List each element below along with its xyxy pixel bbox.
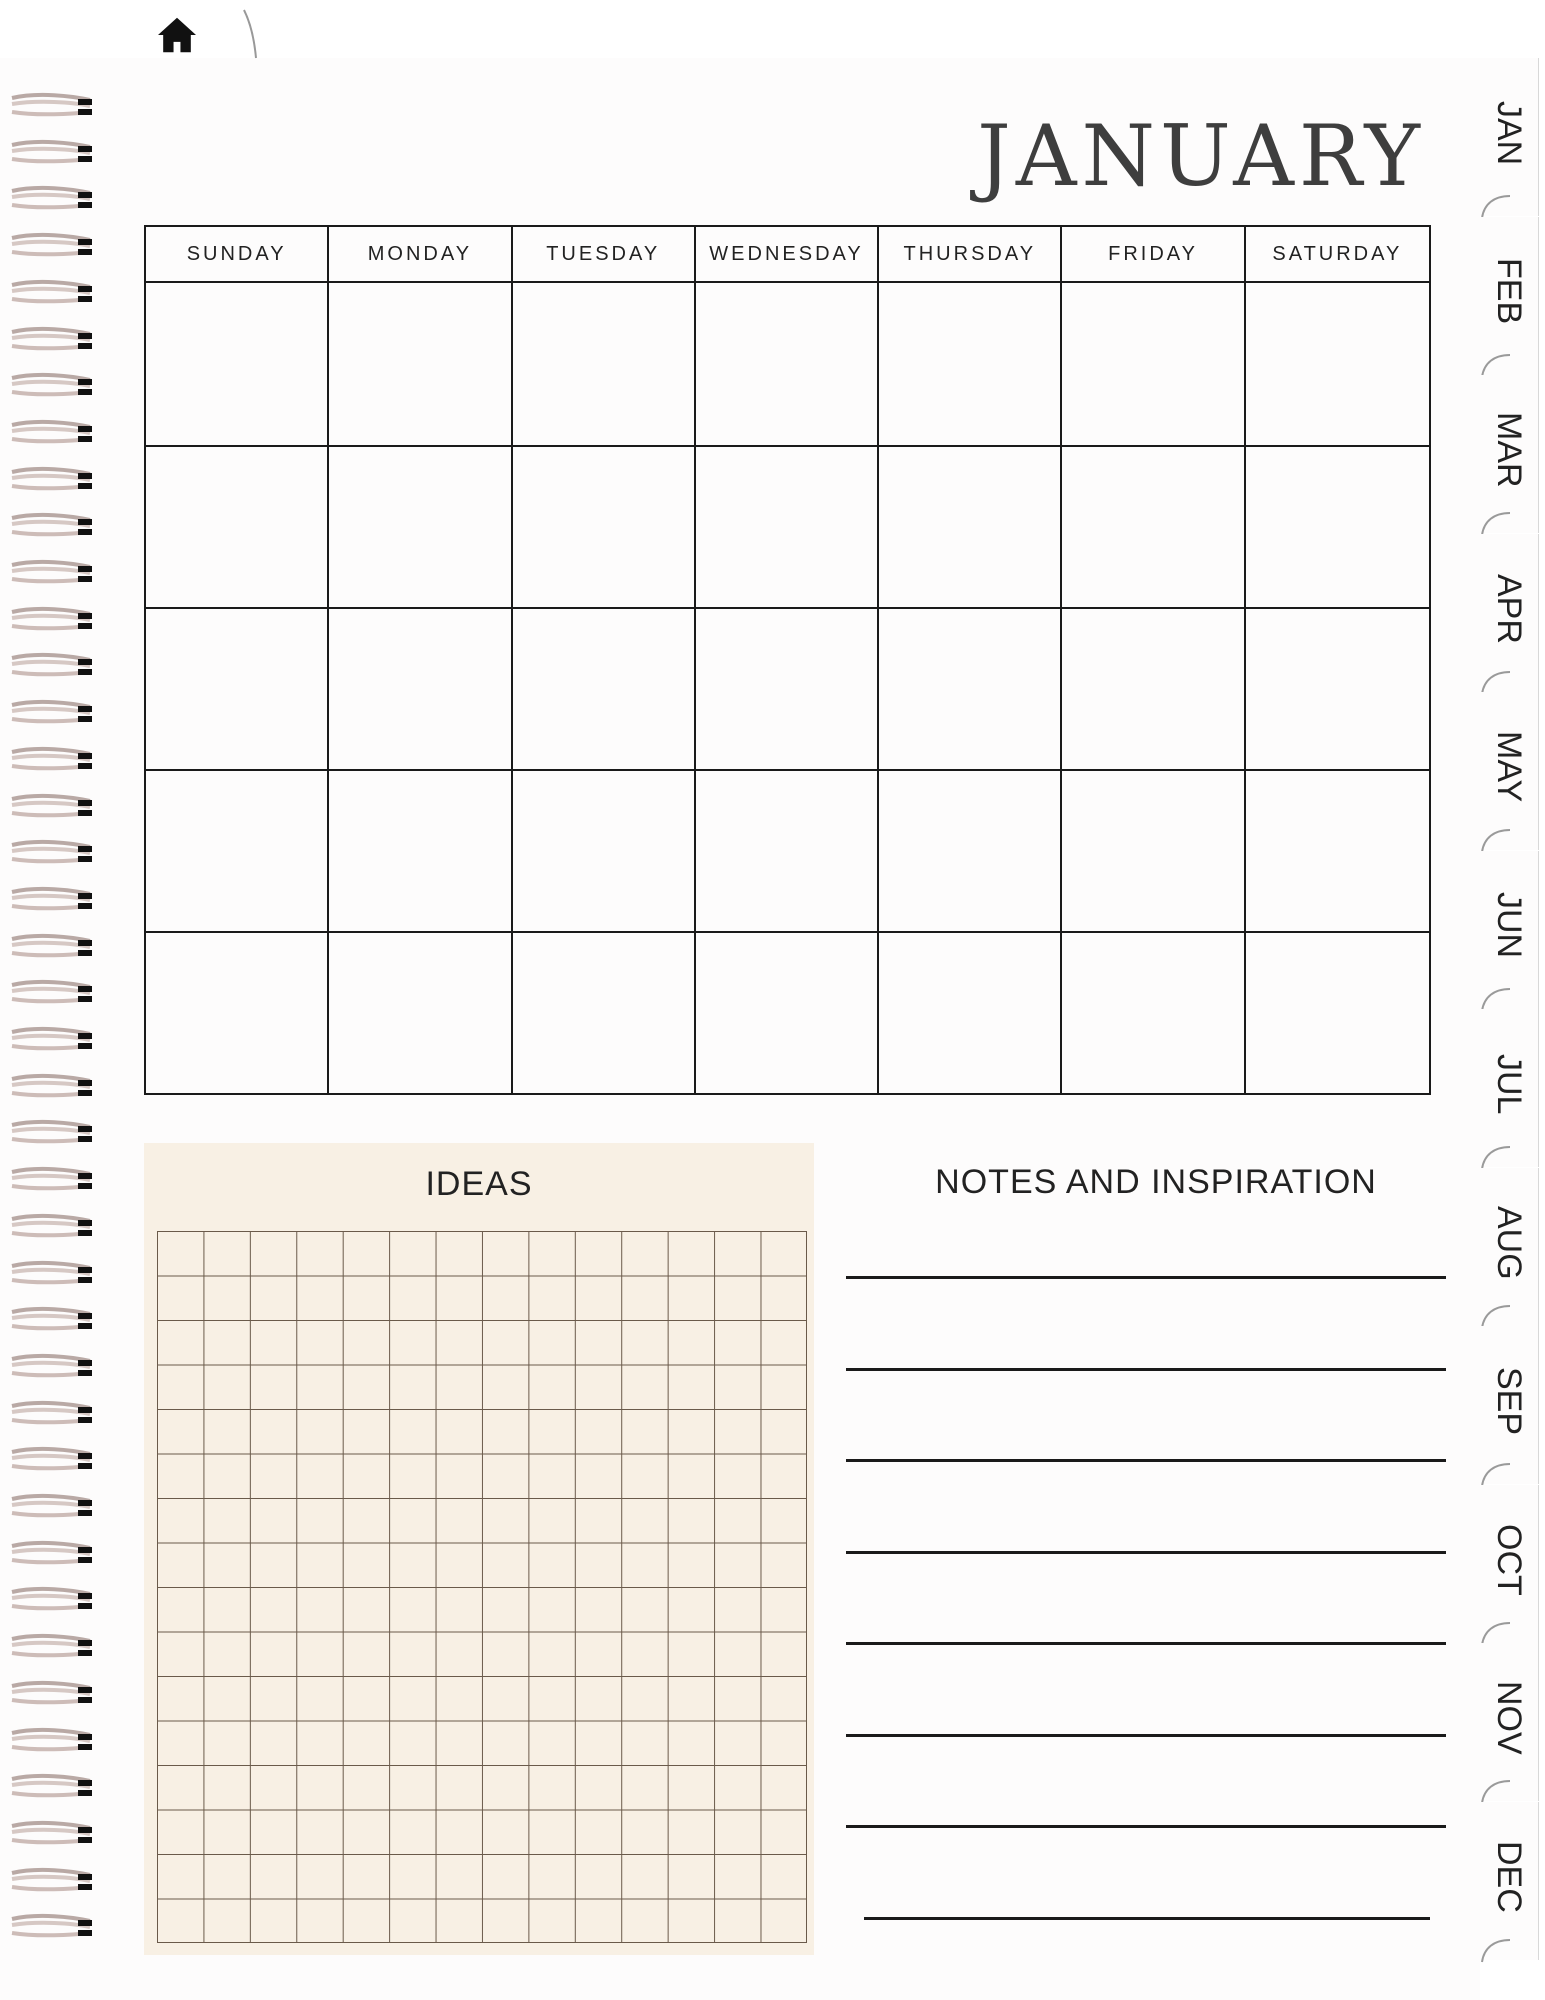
calendar-day-cell[interactable]	[1062, 607, 1245, 769]
weekday-monday: MONDAY	[329, 227, 512, 281]
calendar-day-cell[interactable]	[329, 607, 512, 769]
calendar-day-cell[interactable]	[1246, 769, 1429, 931]
tab-divider	[1480, 1617, 1538, 1647]
tab-label: DEC	[1490, 1840, 1528, 1913]
calendar-day-cell[interactable]	[1246, 931, 1429, 1093]
tab-jan[interactable]	[1480, 58, 1539, 216]
spiral-ring	[8, 979, 100, 1011]
calendar-grid	[144, 281, 1431, 1095]
home-icon[interactable]	[156, 16, 198, 54]
spiral-ring	[8, 1493, 100, 1525]
calendar-day-cell[interactable]	[1246, 607, 1429, 769]
calendar-day-cell[interactable]	[1062, 283, 1245, 445]
notes-title: NOTES AND INSPIRATION	[935, 1163, 1377, 1201]
spiral-ring	[8, 1633, 100, 1665]
spiral-ring	[8, 1400, 100, 1432]
calendar-day-cell[interactable]	[329, 769, 512, 931]
tab-jul[interactable]	[1480, 1009, 1539, 1167]
tab-divider	[1480, 824, 1538, 854]
calendar-day-cell[interactable]	[1062, 931, 1245, 1093]
spiral-ring	[8, 1166, 100, 1198]
spiral-ring	[8, 1727, 100, 1759]
spiral-ring	[8, 185, 100, 217]
calendar-day-cell[interactable]	[696, 283, 879, 445]
weekday-tuesday: TUESDAY	[513, 227, 696, 281]
calendar-day-cell[interactable]	[1246, 283, 1429, 445]
tab-jun[interactable]	[1480, 851, 1539, 1009]
spiral-ring	[8, 746, 100, 778]
weekday-saturday: SATURDAY	[1272, 242, 1403, 265]
spiral-ring	[8, 326, 100, 358]
calendar-day-cell[interactable]	[513, 769, 696, 931]
spiral-ring	[8, 839, 100, 871]
spiral-ring	[8, 1026, 100, 1058]
tab-divider	[1480, 1934, 1538, 1964]
spiral-ring	[8, 1213, 100, 1245]
tab-oct[interactable]	[1480, 1485, 1539, 1643]
top-tab-edge	[242, 8, 266, 60]
tab-divider	[1480, 1775, 1538, 1805]
spiral-ring	[8, 1119, 100, 1151]
ideas-section	[144, 1143, 814, 1955]
spiral-ring	[8, 1586, 100, 1618]
calendar-day-cell[interactable]	[513, 607, 696, 769]
calendar-day-cell[interactable]	[1062, 769, 1245, 931]
tab-divider	[1480, 1141, 1538, 1171]
tab-label: JAN	[1490, 100, 1528, 166]
note-line[interactable]	[864, 1917, 1430, 1920]
tab-label: MAR	[1490, 412, 1528, 488]
spiral-ring	[8, 1353, 100, 1385]
tab-may[interactable]	[1480, 692, 1539, 850]
tab-feb[interactable]	[1480, 217, 1539, 375]
weekday-friday: FRIDAY	[1062, 227, 1245, 281]
spiral-binding	[8, 92, 100, 1972]
calendar-day-cell[interactable]	[329, 931, 512, 1093]
spiral-ring	[8, 1073, 100, 1105]
tab-label: SEP	[1490, 1366, 1528, 1436]
calendar-day-cell[interactable]	[146, 931, 329, 1093]
calendar-day-cell[interactable]	[879, 607, 1062, 769]
note-line[interactable]	[846, 1734, 1446, 1737]
note-line[interactable]	[846, 1368, 1446, 1371]
tab-nov[interactable]	[1480, 1643, 1539, 1801]
spiral-ring	[8, 699, 100, 731]
tab-apr[interactable]	[1480, 534, 1539, 692]
tab-divider	[1480, 1300, 1538, 1330]
tab-divider	[1480, 983, 1538, 1013]
spiral-ring	[8, 886, 100, 918]
calendar-day-cell[interactable]	[696, 931, 879, 1093]
calendar-day-cell[interactable]	[146, 445, 329, 607]
spiral-ring	[8, 92, 100, 124]
spiral-ring	[8, 1867, 100, 1899]
tab-divider	[1480, 190, 1538, 220]
tab-label: JUL	[1490, 1053, 1528, 1115]
tab-label: NOV	[1490, 1681, 1528, 1755]
tab-mar[interactable]	[1480, 375, 1539, 533]
tab-aug[interactable]	[1480, 1168, 1539, 1326]
spiral-ring	[8, 1820, 100, 1852]
note-line[interactable]	[846, 1551, 1446, 1554]
page-title: JANUARY	[977, 107, 1425, 205]
tab-label: FEB	[1490, 258, 1528, 325]
weekday-wednesday: WEDNESDAY	[696, 227, 879, 281]
month-tabs	[1480, 58, 1545, 2000]
tab-divider	[1480, 666, 1538, 696]
tab-label: MAY	[1490, 731, 1528, 803]
tab-sep[interactable]	[1480, 1326, 1539, 1484]
weekday-thursday: THURSDAY	[879, 227, 1062, 281]
calendar-day-cell[interactable]	[146, 283, 329, 445]
note-line[interactable]	[846, 1642, 1446, 1645]
tab-divider	[1480, 507, 1538, 537]
spiral-ring	[8, 279, 100, 311]
calendar-day-cell[interactable]	[513, 931, 696, 1093]
spiral-ring	[8, 933, 100, 965]
calendar-day-cell[interactable]	[329, 283, 512, 445]
note-line[interactable]	[846, 1459, 1446, 1462]
spiral-ring	[8, 1306, 100, 1338]
spiral-ring	[8, 1913, 100, 1945]
calendar-day-cell[interactable]	[513, 283, 696, 445]
spiral-ring	[8, 793, 100, 825]
tab-label: OCT	[1490, 1523, 1528, 1596]
ideas-title: IDEAS	[425, 1165, 533, 1203]
spiral-ring	[8, 372, 100, 404]
note-line[interactable]	[846, 1276, 1446, 1279]
calendar-day-cell[interactable]	[696, 769, 879, 931]
spiral-ring	[8, 1680, 100, 1712]
calendar-day-cell[interactable]	[329, 445, 512, 607]
calendar-day-cell[interactable]	[1246, 445, 1429, 607]
tab-divider	[1480, 1458, 1538, 1488]
ideas-grid-paper[interactable]	[157, 1231, 807, 1943]
calendar-day-cell[interactable]	[879, 445, 1062, 607]
spiral-ring	[8, 559, 100, 591]
spiral-ring	[8, 512, 100, 544]
spiral-ring	[8, 1540, 100, 1572]
weekday-header	[144, 225, 1431, 281]
spiral-ring	[8, 139, 100, 171]
note-line[interactable]	[846, 1825, 1446, 1828]
spiral-ring	[8, 1260, 100, 1292]
tab-label: JUN	[1490, 892, 1528, 959]
calendar-day-cell[interactable]	[1062, 445, 1245, 607]
weekday-sunday: SUNDAY	[146, 227, 329, 281]
spiral-ring	[8, 606, 100, 638]
spiral-ring	[8, 1446, 100, 1478]
calendar-day-cell[interactable]	[513, 445, 696, 607]
spiral-ring	[8, 419, 100, 451]
calendar-day-cell[interactable]	[146, 607, 329, 769]
tab-label: APR	[1490, 573, 1528, 644]
calendar-day-cell[interactable]	[696, 607, 879, 769]
calendar-day-cell[interactable]	[696, 445, 879, 607]
calendar-day-cell[interactable]	[879, 769, 1062, 931]
spiral-ring	[8, 232, 100, 264]
calendar-day-cell[interactable]	[879, 931, 1062, 1093]
calendar-day-cell[interactable]	[879, 283, 1062, 445]
spiral-ring	[8, 466, 100, 498]
tab-dec[interactable]	[1480, 1802, 1539, 1960]
calendar-day-cell[interactable]	[146, 769, 329, 931]
spiral-ring	[8, 1773, 100, 1805]
spiral-ring	[8, 652, 100, 684]
tab-divider	[1480, 349, 1538, 379]
month-calendar	[144, 225, 1431, 1095]
tab-label: AUG	[1490, 1205, 1528, 1280]
